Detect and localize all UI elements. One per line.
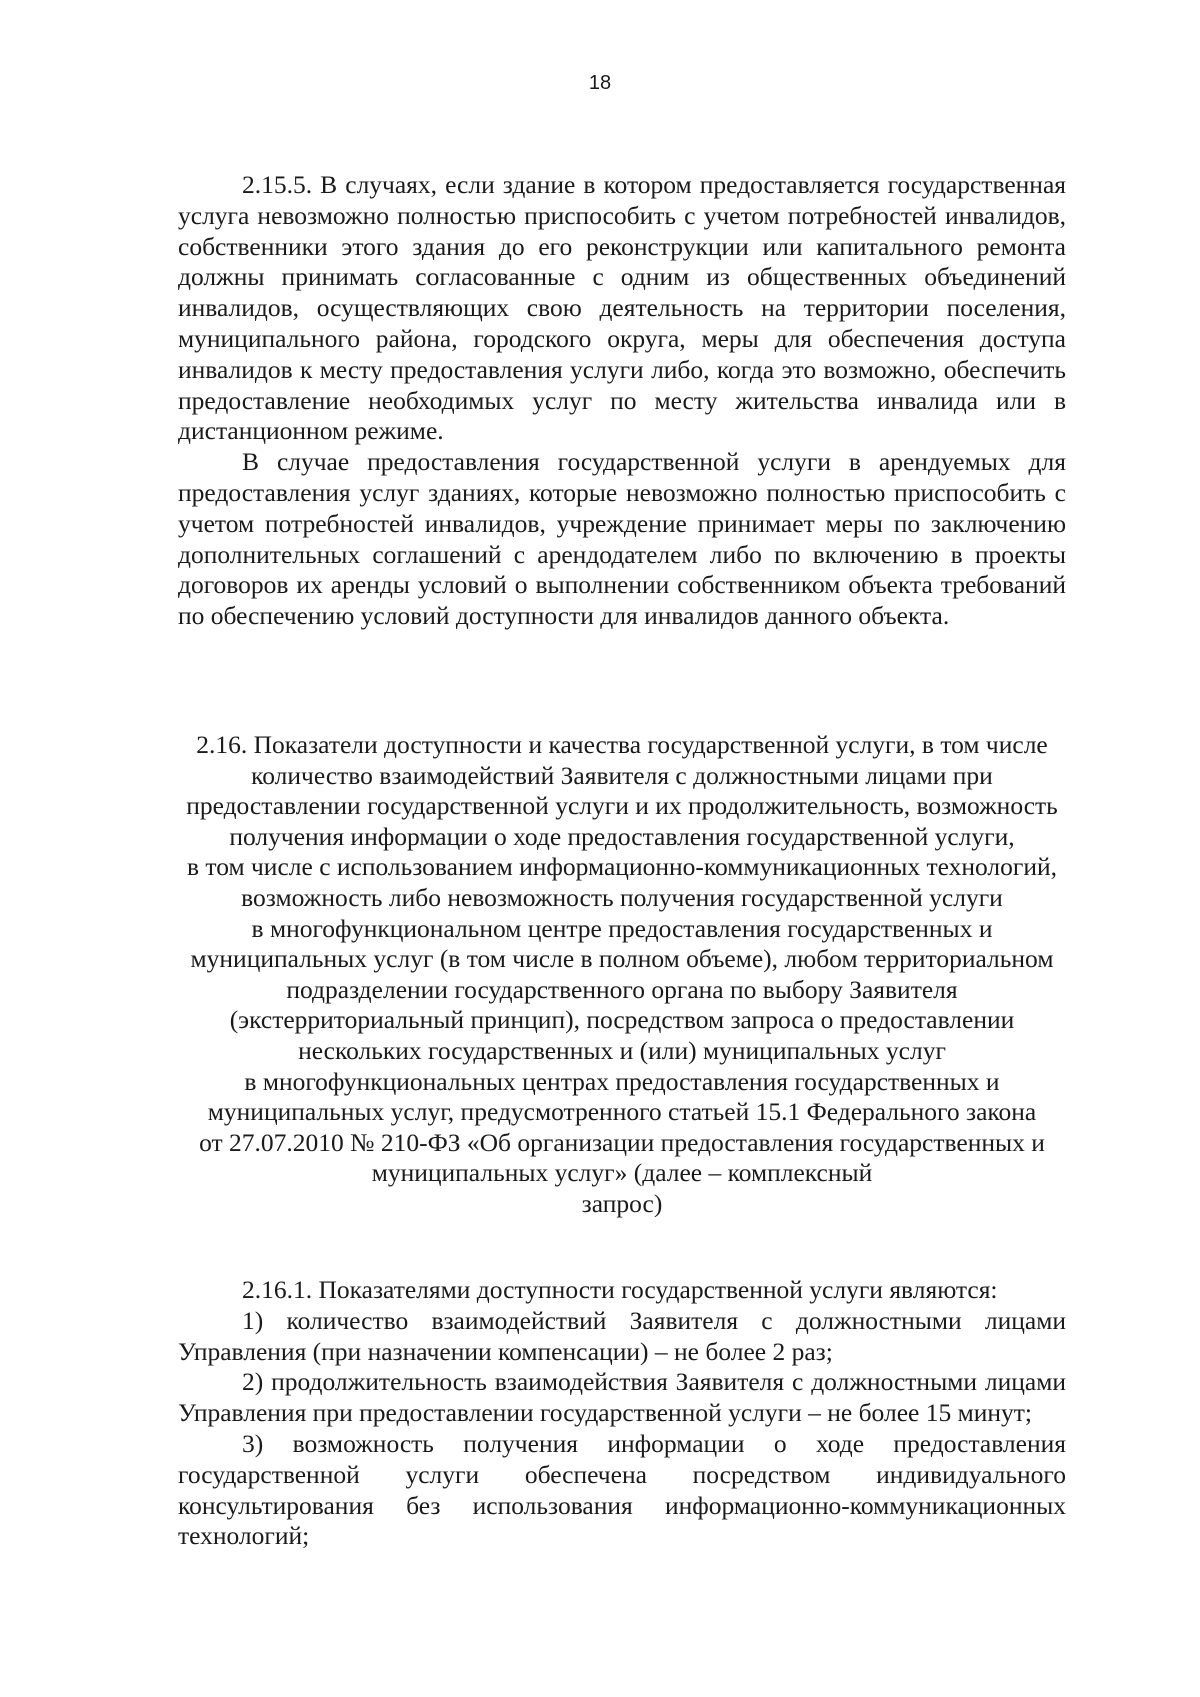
heading-line: в многофункциональном центре предоставления государственных и: [251, 913, 993, 943]
heading-line: количество взаимодействий Заявителя с должностными лицами при: [251, 760, 993, 790]
page-number: 18: [588, 72, 612, 94]
heading-line: от 27.07.2010 № 210-ФЗ «Об организации предоставления государственных и: [199, 1127, 1045, 1157]
heading-line: в том числе с использованием информационно-коммуникационных технологий,: [186, 852, 1057, 882]
heading-line: предоставлении государственной услуги и их продолжительность, возможность: [186, 791, 1058, 821]
heading-line: нескольких государственных и (или) муниципальных услуг: [298, 1035, 946, 1065]
paragraph: В случае предоставления государственной услуги в арендуемых для предоставления услуг зданиях, которые невозможно полностью приспособить с учетом потребностей инвалидов, учреждение принимает меры по заключению дополнительных соглашений с арендодателем либо по включению в проекты договоров их аренды условий о выполнении собственником объекта требований по обеспечению условий доступности для инвалидов данного объекта.: [178, 447, 1066, 631]
section-2-15-5: [178, 170, 1066, 632]
list-item: 1) количество взаимодействий Заявителя с должностными лицами Управления (при назначении компенсации) – не более 2 раз;: [178, 1305, 1066, 1366]
section-2-16-1: [178, 1275, 1066, 1552]
heading-line: муниципальных услуг (в том числе в полном объеме), любом территориальном: [190, 944, 1054, 974]
heading-line: муниципальных услуг» (далее – комплексный: [371, 1158, 873, 1188]
heading-line: муниципальных услуг, предусмотренного статьей 15.1 Федерального закона: [207, 1097, 1037, 1127]
heading-line: возможность либо невозможность получения государственной услуги: [241, 882, 1003, 912]
heading-line: 2.16. Показатели доступности и качества государственной услуги, в том числе: [196, 730, 1048, 759]
paragraph: 2.16.1. Показателями доступности государственной услуги являются:: [242, 1275, 998, 1304]
paragraph: 2.15.5. В случаях, если здание в котором предоставляется государственная услуга невозможно полностью приспособить с учетом потребностей инвалидов, собственники этого здания до его реконструкции или капитального ремонта должны принимать согласованные с одним из общественных объединений инвалидов, осуществляющих свою деятельность на территории поселения, муниципального района, городского округа, меры для обеспечения доступа инвалидов к месту предоставления услуги либо, когда это возможно, обеспечить предоставление необходимых услуг по месту жительства инвалида или в дистанционном режиме.: [178, 170, 1066, 446]
list-item: 2) продолжительность взаимодействия Заявителя с должностными лицами Управления при предоставлении государственной услуги – не более 15 минут;: [178, 1367, 1066, 1428]
heading-line: в многофункциональных центрах предоставления государственных и: [244, 1066, 1000, 1096]
heading-line: (экстерриториальный принцип), посредством запроса о предоставлении: [229, 1005, 1015, 1035]
heading-line: запрос): [581, 1188, 663, 1218]
heading-line: получения информации о ходе предоставления государственной услуги,: [229, 821, 1015, 851]
list-item: 3) возможность получения информации о ходе предоставления государственной услуги обеспечена посредством индивидуального консультирования без использования информационно-коммуникационных технологий;: [178, 1428, 1066, 1551]
heading-line: подразделении государственного органа по выбору Заявителя: [286, 974, 958, 1004]
section-2-16-heading: [178, 730, 1066, 1220]
